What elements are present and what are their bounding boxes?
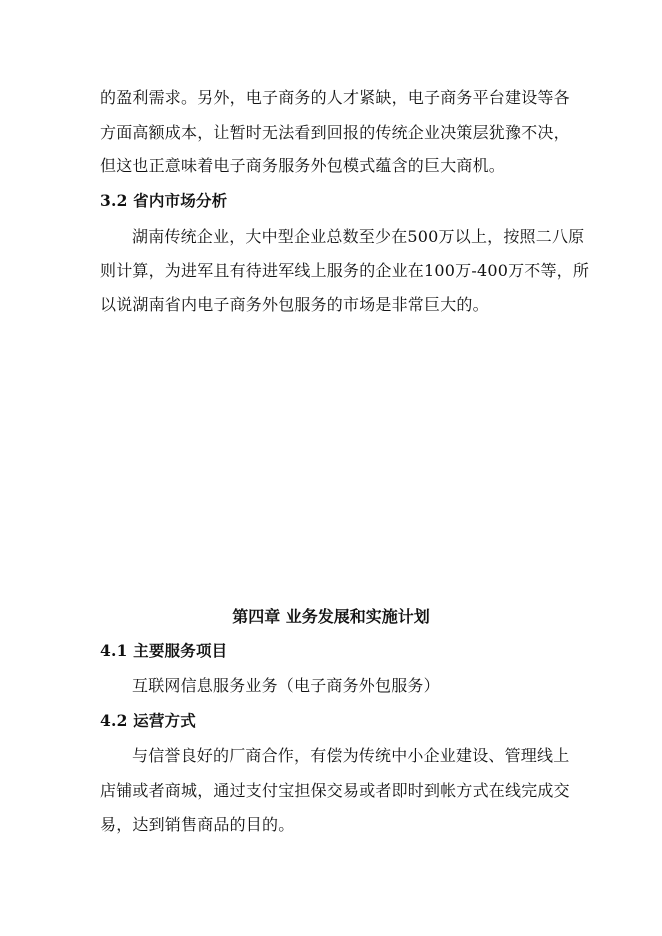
paragraph-line: 与信誉良好的厂商合作，有偿为传统中小企业建设、管理线上 [132, 746, 570, 765]
section-heading-3-2: 3.2 省内市场分析 [100, 191, 228, 210]
paragraph-line: 互联网信息服务业务（电子商务外包服务） [132, 676, 440, 695]
paragraph-line: 的盈利需求。另外，电子商务的人才紧缺，电子商务平台建设等各 [100, 88, 570, 107]
paragraph-line: 以说湖南省内电子商务外包服务的市场是非常巨大的。 [100, 295, 489, 314]
paragraph-line: 湖南传统企业，大中型企业总数至少在500万以上，按照二八原 [132, 227, 585, 246]
paragraph-line: 易，达到销售商品的目的。 [100, 815, 295, 834]
paragraph-line: 方面高额成本，让暂时无法看到回报的传统企业决策层犹豫不决， [100, 123, 570, 142]
paragraph-line: 但这也正意味着电子商务服务外包模式蕴含的巨大商机。 [100, 156, 506, 175]
section-heading-4-2: 4.2 运营方式 [100, 711, 196, 730]
section-heading-4-1: 4.1 主要服务项目 [100, 641, 228, 660]
chapter-title: 第四章 业务发展和实施计划 [232, 607, 430, 626]
paragraph-line: 店铺或者商城，通过支付宝担保交易或者即时到帐方式在线完成交 [100, 781, 570, 800]
paragraph-line: 则计算，为进军且有待进军线上服务的企业在100万-400万不等，所 [100, 261, 590, 280]
